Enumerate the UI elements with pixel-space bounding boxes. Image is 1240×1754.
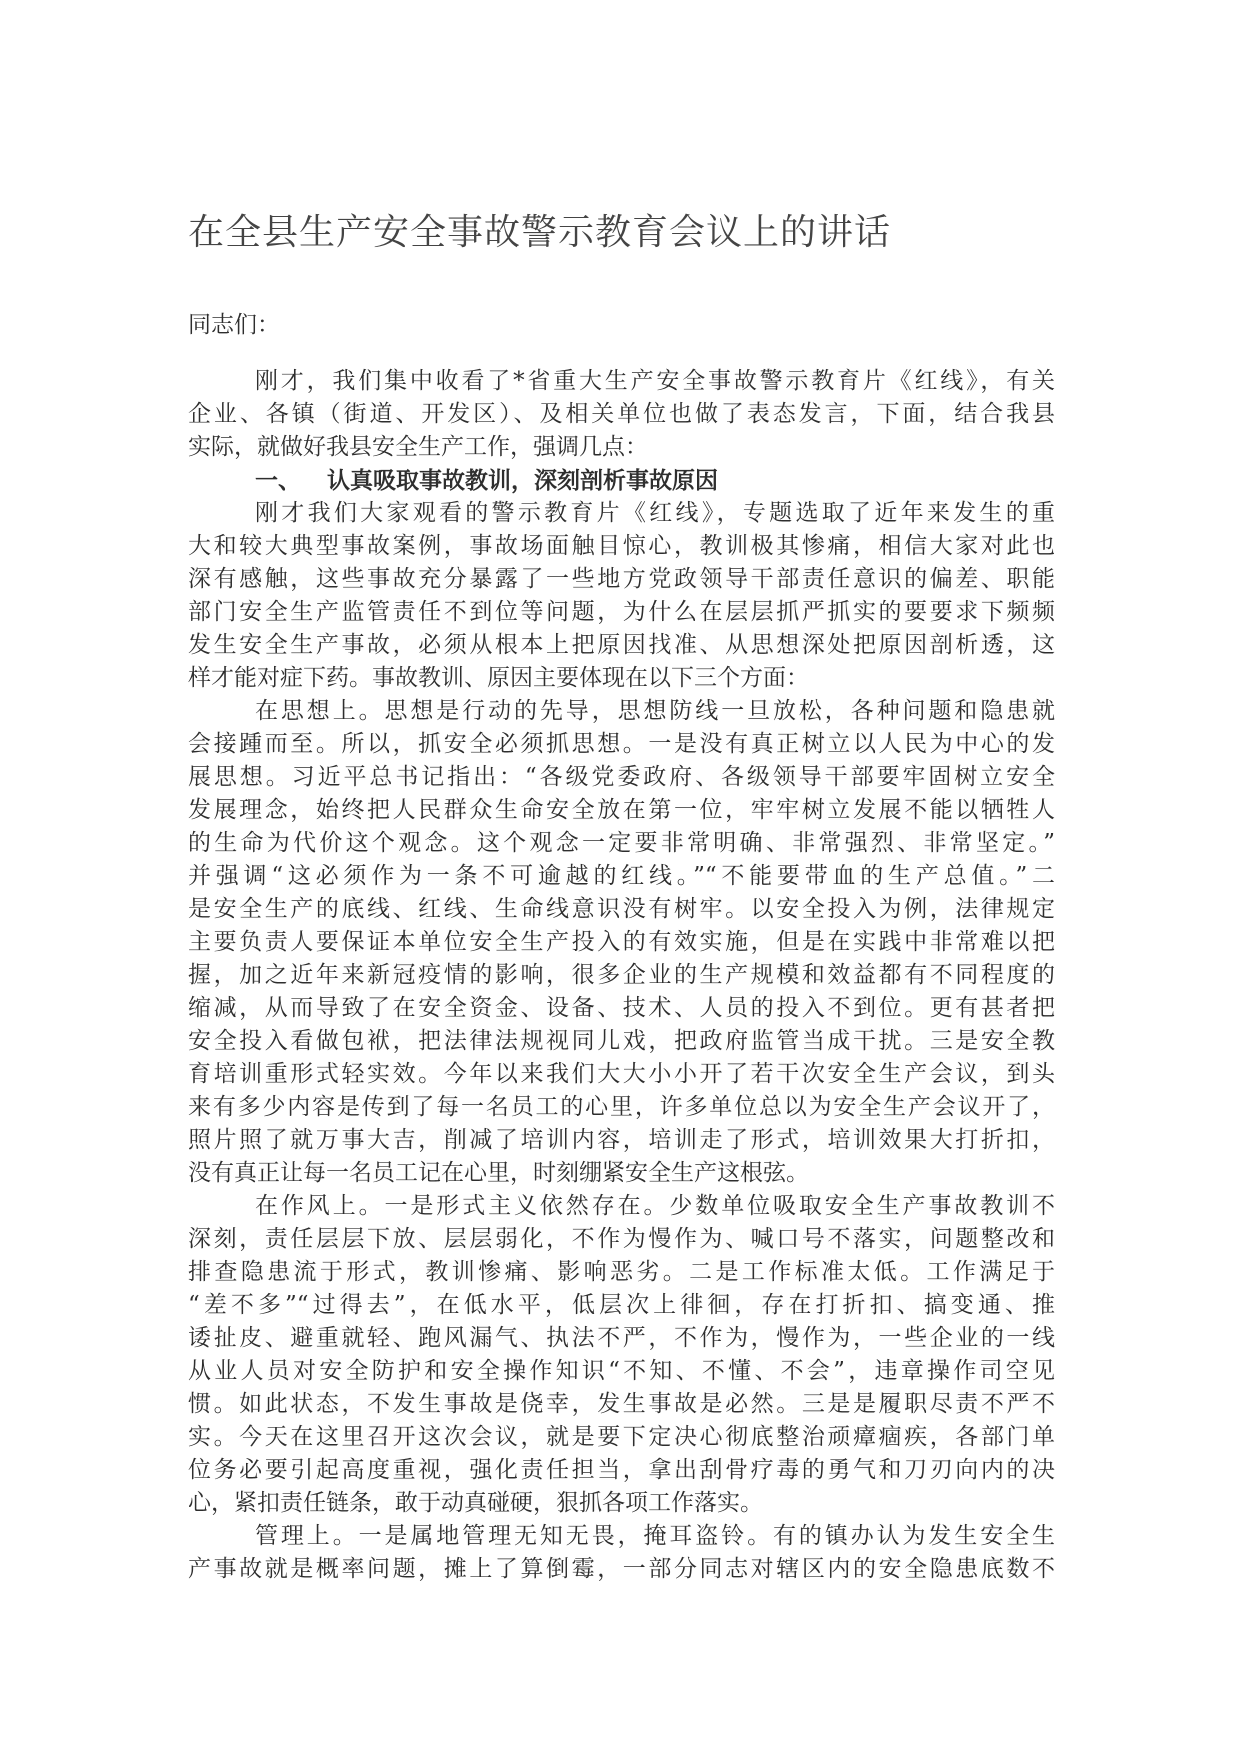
paragraph-line: 发生安全生产事故，必须从根本上把原因找准、从思想深处把原因剖析透，这 xyxy=(188,632,1055,658)
paragraph-line: 的生命为代价这个观念。这个观念一定要非常明确、非常强烈、非常坚定。” xyxy=(188,830,1055,856)
paragraph-line: 大和较大典型事故案例，事故场面触目惊心，教训极其惨痛，相信大家对此也 xyxy=(188,533,1055,559)
paragraph-line: 缩减，从而导致了在安全资金、设备、技术、人员的投入不到位。更有甚者把 xyxy=(188,995,1055,1021)
paragraph-line: 深刻，责任层层下放、层层弱化，不作为慢作为、喊口号不落实，问题整改和 xyxy=(188,1226,1055,1252)
paragraph-line: 会接踵而至。所以，抓安全必须抓思想。一是没有真正树立以人民为中心的发 xyxy=(188,731,1055,757)
paragraph-line: 位务必要引起高度重视，强化责任担当，拿出刮骨疗毒的勇气和刀刃向内的决 xyxy=(188,1457,1055,1483)
paragraph-line: 诿扯皮、避重就轻、跑风漏气、执法不严，不作为，慢作为，一些企业的一线 xyxy=(188,1325,1055,1351)
paragraph-line: 安全投入看做包袱，把法律法规视同儿戏，把政府监管当成干扰。三是安全教 xyxy=(188,1028,1055,1054)
paragraph-line: 样才能对症下药。事故教训、原因主要体现在以下三个方面： xyxy=(188,665,809,691)
paragraph-line: 展思想。习近平总书记指出：“各级党委政府、各级领导干部要牢固树立安全 xyxy=(188,764,1055,790)
paragraph-line: “差不多”“过得去”，在低水平，低层次上徘徊，存在打折扣、搞变通、推 xyxy=(188,1292,1055,1318)
document-title: 在全县生产安全事故警示教育会议上的讲话 xyxy=(188,212,892,253)
paragraph-line: 实。今天在这里召开这次会议，就是要下定决心彻底整治顽瘴痼疾，各部门单 xyxy=(188,1424,1055,1450)
paragraph-line: 心，紧扣责任链条，敢于动真碰硬，狠抓各项工作落实。 xyxy=(188,1490,763,1516)
section-heading xyxy=(188,464,1055,497)
paragraph-line: 主要负责人要保证本单位安全生产投入的有效实施，但是在实践中非常难以把 xyxy=(188,929,1055,955)
paragraph-line: 从业人员对安全防护和安全操作知识“不知、不懂、不会”，违章操作司空见 xyxy=(188,1358,1055,1384)
greeting: 同志们： xyxy=(188,312,280,338)
paragraph-line: 是安全生产的底线、红线、生命线意识没有树牢。以安全投入为例，法律规定 xyxy=(188,896,1055,922)
paragraph-line: 发展理念，始终把人民群众生命安全放在第一位，牢牢树立发展不能以牺牲人 xyxy=(188,797,1055,823)
section-number: 一、 xyxy=(255,467,301,494)
section-heading-text: 认真吸取事故教训，深刻剖析事故原因 xyxy=(327,467,718,494)
paragraph-line: 惯。如此状态，不发生事故是侥幸，发生事故是必然。三是是履职尽责不严不 xyxy=(188,1391,1055,1417)
paragraph-line: 企业、各镇（街道、开发区）、及相关单位也做了表态发言，下面，结合我县 xyxy=(188,401,1055,427)
paragraph xyxy=(188,695,1055,1190)
paragraph-line: 握，加之近年来新冠疫情的影响，很多企业的生产规模和效益都有不同程度的 xyxy=(188,962,1055,988)
paragraph xyxy=(188,1520,1055,1586)
paragraph-line: 育培训重形式轻实效。今年以来我们大大小小开了若干次安全生产会议，到头 xyxy=(188,1061,1055,1087)
paragraph xyxy=(188,1190,1055,1520)
paragraph-line: 在思想上。思想是行动的先导，思想防线一旦放松，各种问题和隐患就 xyxy=(255,698,1055,724)
paragraph-line: 并强调“这必须作为一条不可逾越的红线。”“不能要带血的生产总值。”二 xyxy=(188,863,1055,889)
paragraph-line: 照片照了就万事大吉，削减了培训内容，培训走了形式，培训效果大打折扣， xyxy=(188,1127,1055,1153)
paragraph-line: 实际，就做好我县安全生产工作，强调几点： xyxy=(188,434,648,460)
paragraph xyxy=(188,497,1055,695)
paragraph-line: 产事故就是概率问题，摊上了算倒霉，一部分同志对辖区内的安全隐患底数不 xyxy=(188,1556,1055,1582)
paragraph-line: 排查隐患流于形式，教训惨痛、影响恶劣。二是工作标准太低。工作满足于 xyxy=(188,1259,1055,1285)
paragraph-line: 深有感触，这些事故充分暴露了一些地方党政领导干部责任意识的偏差、职能 xyxy=(188,566,1055,592)
paragraph-line: 没有真正让每一名员工记在心里，时刻绷紧安全生产这根弦。 xyxy=(188,1160,809,1186)
paragraph-line: 刚才，我们集中收看了*省重大生产安全事故警示教育片《红线》，有关 xyxy=(255,368,1055,394)
paragraph-line: 部门安全生产监管责任不到位等问题，为什么在层层抓严抓实的要要求下频频 xyxy=(188,599,1055,625)
document-body xyxy=(188,365,1055,1586)
paragraph-line: 管理上。一是属地管理无知无畏，掩耳盗铃。有的镇办认为发生安全生 xyxy=(255,1523,1055,1549)
paragraph-line: 刚才我们大家观看的警示教育片《红线》，专题选取了近年来发生的重 xyxy=(255,500,1055,526)
paragraph-line: 来有多少内容是传到了每一名员工的心里，许多单位总以为安全生产会议开了， xyxy=(188,1094,1055,1120)
paragraph xyxy=(188,365,1055,464)
paragraph-line: 在作风上。一是形式主义依然存在。少数单位吸取安全生产事故教训不 xyxy=(255,1193,1055,1219)
